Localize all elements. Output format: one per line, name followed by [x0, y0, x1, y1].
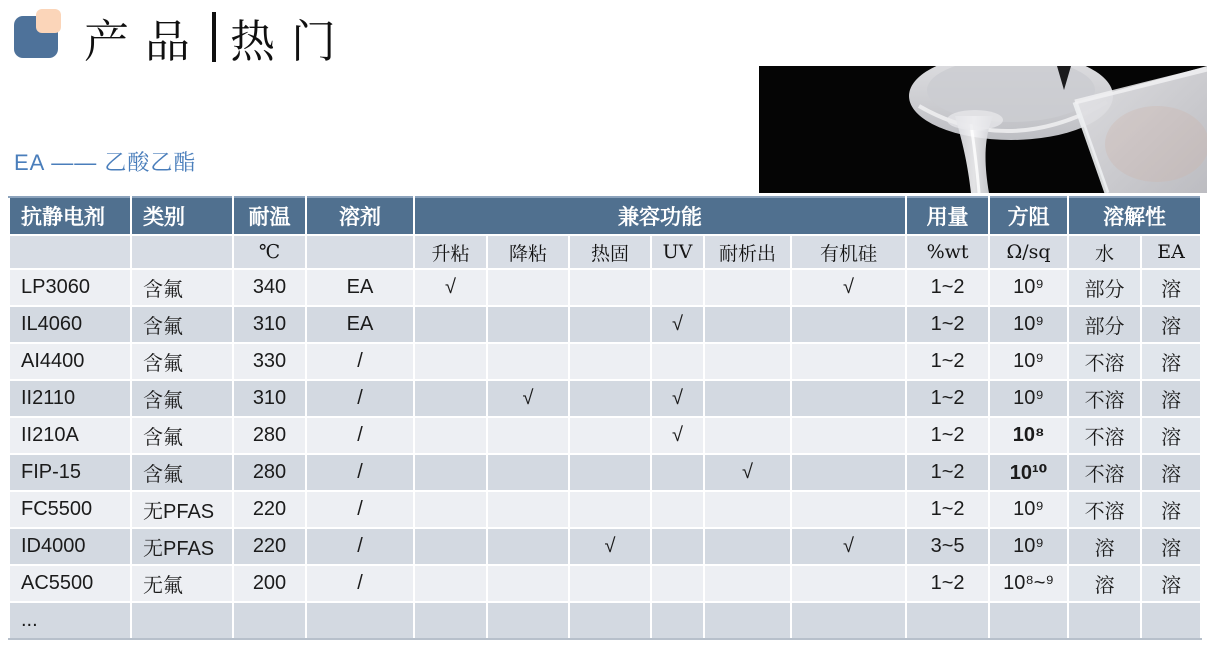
column-subheader	[9, 235, 131, 269]
logo-peach-square	[36, 9, 61, 33]
table-cell: /	[306, 417, 414, 454]
table-cell: √	[414, 269, 487, 306]
table-head	[9, 197, 1201, 269]
table-cell	[704, 269, 791, 306]
table-cell	[414, 528, 487, 565]
table-cell: /	[306, 565, 414, 602]
table-cell: /	[306, 528, 414, 565]
table-row	[9, 565, 1201, 602]
table-cell: 280	[233, 454, 306, 491]
page-title	[84, 6, 352, 68]
table-cell: 3~5	[906, 528, 989, 565]
table-cell: 220	[233, 491, 306, 528]
table-cell	[569, 565, 651, 602]
table-cell	[651, 343, 704, 380]
table-cell: 溶	[1141, 380, 1201, 417]
table-cell: 1~2	[906, 343, 989, 380]
table-cell	[487, 491, 569, 528]
table-cell: 10⁸~⁹	[989, 565, 1068, 602]
table-cell	[487, 454, 569, 491]
table-cell: 含氟	[131, 380, 233, 417]
table-cell	[569, 306, 651, 343]
table-cell: 无PFAS	[131, 528, 233, 565]
table-cell	[791, 343, 906, 380]
table-cell: EA	[306, 306, 414, 343]
table-cell	[704, 565, 791, 602]
table-cell: 220	[233, 528, 306, 565]
table-cell: FC5500	[9, 491, 131, 528]
page-title-left: 产品	[84, 14, 207, 68]
table-row	[9, 417, 1201, 454]
table-cell: 280	[233, 417, 306, 454]
table-cell: 含氟	[131, 343, 233, 380]
table-cell: 溶	[1141, 491, 1201, 528]
table-cell: √	[791, 528, 906, 565]
table-cell: 不溶	[1068, 491, 1141, 528]
table-cell: 10¹⁰	[989, 454, 1068, 491]
column-subheader: 水	[1068, 235, 1141, 269]
table-cell: /	[306, 343, 414, 380]
column-subheader: ℃	[233, 235, 306, 269]
title-divider-bar	[212, 12, 216, 62]
table-cell: 溶	[1141, 269, 1201, 306]
column-subheader: 降粘	[487, 235, 569, 269]
column-header: 方阻	[989, 197, 1068, 235]
table-cell	[233, 602, 306, 639]
table-cell	[414, 565, 487, 602]
table-cell	[414, 417, 487, 454]
table-row	[9, 269, 1201, 306]
table-cell	[704, 417, 791, 454]
table-cell	[704, 528, 791, 565]
table-cell: 1~2	[906, 417, 989, 454]
table-cell	[569, 491, 651, 528]
table-cell: √	[487, 380, 569, 417]
column-subheader: 升粘	[414, 235, 487, 269]
table-cell	[651, 454, 704, 491]
table-cell: 含氟	[131, 454, 233, 491]
table-cell	[487, 528, 569, 565]
table-cell	[791, 565, 906, 602]
table-cell: √	[651, 417, 704, 454]
table-cell: 330	[233, 343, 306, 380]
table-cell	[989, 602, 1068, 639]
table-cell: √	[704, 454, 791, 491]
table-cell: 溶	[1141, 417, 1201, 454]
table-cell	[414, 380, 487, 417]
table-cell	[1068, 602, 1141, 639]
table-cell: IL4060	[9, 306, 131, 343]
table-cell	[569, 269, 651, 306]
header-row	[9, 197, 1201, 235]
table-row	[9, 491, 1201, 528]
table-cell: 310	[233, 306, 306, 343]
table-cell	[569, 602, 651, 639]
table-cell: /	[306, 454, 414, 491]
table-cell: 10⁹	[989, 380, 1068, 417]
table-cell	[487, 417, 569, 454]
table-cell: ID4000	[9, 528, 131, 565]
table-cell	[414, 602, 487, 639]
table-cell	[487, 306, 569, 343]
table-cell	[651, 491, 704, 528]
column-subheader: UV	[651, 235, 704, 269]
table-cell	[651, 528, 704, 565]
table-cell: √	[791, 269, 906, 306]
column-header: 用量	[906, 197, 989, 235]
table-cell: 含氟	[131, 417, 233, 454]
table-cell	[704, 306, 791, 343]
table-cell: II2110	[9, 380, 131, 417]
table-cell	[704, 491, 791, 528]
page-title-right: 热门	[230, 14, 353, 68]
column-header: 溶解性	[1068, 197, 1201, 235]
column-subheader: 有机硅	[791, 235, 906, 269]
column-subheader	[306, 235, 414, 269]
table-cell	[487, 269, 569, 306]
column-subheader: 耐析出	[704, 235, 791, 269]
photo-pink-tint	[1105, 106, 1207, 182]
table-cell	[487, 602, 569, 639]
column-subheader: 热固	[569, 235, 651, 269]
table-cell: EA	[306, 269, 414, 306]
table-cell: 溶	[1141, 343, 1201, 380]
column-header: 耐温	[233, 197, 306, 235]
table-cell: 溶	[1141, 565, 1201, 602]
table-cell: AI4400	[9, 343, 131, 380]
table-cell: √	[651, 380, 704, 417]
table-row	[9, 454, 1201, 491]
table-cell	[651, 565, 704, 602]
table-cell: 无氟	[131, 565, 233, 602]
subtitle: EA —— 乙酸乙酯	[14, 150, 197, 175]
table-cell	[791, 602, 906, 639]
table-row	[9, 528, 1201, 565]
table-cell: /	[306, 380, 414, 417]
table-cell: 无PFAS	[131, 491, 233, 528]
table-cell	[704, 602, 791, 639]
table-cell: 10⁹	[989, 528, 1068, 565]
table-cell: 溶	[1141, 306, 1201, 343]
table-cell: 部分	[1068, 269, 1141, 306]
table-cell	[306, 602, 414, 639]
table-cell	[569, 380, 651, 417]
table-cell	[1141, 602, 1201, 639]
table-cell: 1~2	[906, 454, 989, 491]
column-header: 兼容功能	[414, 197, 906, 235]
table-cell: 含氟	[131, 269, 233, 306]
table-cell	[651, 602, 704, 639]
table-cell	[791, 306, 906, 343]
table-cell: 1~2	[906, 565, 989, 602]
table-cell: 不溶	[1068, 454, 1141, 491]
table-cell: 10⁹	[989, 306, 1068, 343]
table-cell	[414, 491, 487, 528]
table-row	[9, 380, 1201, 417]
table-cell	[791, 491, 906, 528]
table-cell	[791, 417, 906, 454]
table-cell: √	[569, 528, 651, 565]
table-cell: LP3060	[9, 269, 131, 306]
column-header: 类别	[131, 197, 233, 235]
table-cell	[414, 454, 487, 491]
table-row	[9, 602, 1201, 639]
column-subheader: Ω/sq	[989, 235, 1068, 269]
table-body	[9, 269, 1201, 639]
table-cell: 1~2	[906, 491, 989, 528]
table-cell	[131, 602, 233, 639]
table-cell: 不溶	[1068, 417, 1141, 454]
table-cell: 不溶	[1068, 380, 1141, 417]
table-cell	[414, 306, 487, 343]
table-cell: 1~2	[906, 306, 989, 343]
column-subheader: %wt	[906, 235, 989, 269]
table-cell: 10⁹	[989, 343, 1068, 380]
table-cell	[651, 269, 704, 306]
column-header: 抗静电剂	[9, 197, 131, 235]
table-cell: 200	[233, 565, 306, 602]
product-photo	[759, 66, 1207, 193]
table-cell	[704, 380, 791, 417]
table-cell: 部分	[1068, 306, 1141, 343]
table-cell: 340	[233, 269, 306, 306]
products-table	[8, 196, 1202, 640]
table-cell	[414, 343, 487, 380]
photo-stream-top	[947, 110, 1003, 130]
table-cell: √	[651, 306, 704, 343]
table-cell: 含氟	[131, 306, 233, 343]
column-header: 溶剂	[306, 197, 414, 235]
table-cell: 310	[233, 380, 306, 417]
table-cell	[704, 343, 791, 380]
table-cell: 溶	[1068, 565, 1141, 602]
table-cell: 溶	[1068, 528, 1141, 565]
table-cell	[906, 602, 989, 639]
table-cell: 10⁹	[989, 269, 1068, 306]
table-row	[9, 306, 1201, 343]
table-cell: 溶	[1141, 454, 1201, 491]
table-cell	[791, 380, 906, 417]
table-cell: 1~2	[906, 269, 989, 306]
table-cell	[569, 343, 651, 380]
table-row	[9, 343, 1201, 380]
table-cell: 溶	[1141, 528, 1201, 565]
table-cell: 不溶	[1068, 343, 1141, 380]
table-cell: 10⁹	[989, 491, 1068, 528]
table-cell: ...	[9, 602, 131, 639]
table-cell: 10⁸	[989, 417, 1068, 454]
column-subheader: EA	[1141, 235, 1201, 269]
table-cell	[569, 417, 651, 454]
table-cell	[487, 343, 569, 380]
table-cell: /	[306, 491, 414, 528]
table-cell	[569, 454, 651, 491]
table-cell	[791, 454, 906, 491]
table-cell: 1~2	[906, 380, 989, 417]
column-subheader	[131, 235, 233, 269]
table-cell	[487, 565, 569, 602]
table-cell: II210A	[9, 417, 131, 454]
subheader-row	[9, 235, 1201, 269]
table-cell: AC5500	[9, 565, 131, 602]
table-cell: FIP-15	[9, 454, 131, 491]
